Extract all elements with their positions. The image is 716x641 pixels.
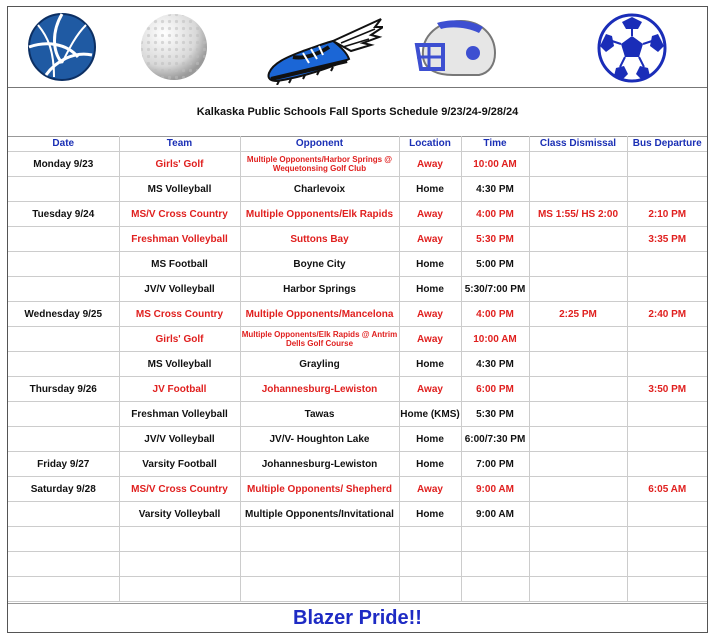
cell-team — [119, 552, 240, 577]
cell-location: Away — [399, 377, 461, 402]
cell-opponent: JV/V- Houghton Lake — [240, 427, 399, 452]
table-row — [8, 352, 707, 377]
schedule-table — [8, 136, 707, 602]
cell-team: MS Football — [119, 252, 240, 277]
cell-bus — [627, 152, 707, 177]
cell-team: Girls' Golf — [119, 327, 240, 352]
cell-time — [461, 552, 529, 577]
cell-bus: 2:40 PM — [627, 302, 707, 327]
cell-bus: 3:50 PM — [627, 377, 707, 402]
column-header-date: Date — [8, 136, 119, 152]
cell-location: Home — [399, 452, 461, 477]
cell-team: MS/V Cross Country — [119, 202, 240, 227]
cell-dismissal: 2:25 PM — [529, 302, 627, 327]
table-row — [8, 577, 707, 602]
cell-team: MS Volleyball — [119, 177, 240, 202]
cell-team: JV/V Volleyball — [119, 427, 240, 452]
cell-date — [8, 252, 119, 277]
cell-bus: 6:05 AM — [627, 477, 707, 502]
cell-bus — [627, 252, 707, 277]
cell-time: 7:00 PM — [461, 452, 529, 477]
cell-location — [399, 577, 461, 602]
table-row — [8, 552, 707, 577]
cell-opponent: Suttons Bay — [240, 227, 399, 252]
cell-dismissal — [529, 452, 627, 477]
cell-opponent: Charlevoix — [240, 177, 399, 202]
cell-location: Away — [399, 327, 461, 352]
column-header-class-dismissal: Class Dismissal — [529, 136, 627, 152]
cell-opponent: Johannesburg-Lewiston — [240, 377, 399, 402]
volleyball-icon — [26, 11, 98, 83]
cell-team: MS Volleyball — [119, 352, 240, 377]
cell-location: Home — [399, 177, 461, 202]
cell-bus — [627, 352, 707, 377]
cell-opponent: Boyne City — [240, 252, 399, 277]
column-header-opponent: Opponent — [240, 136, 399, 152]
cell-dismissal — [529, 377, 627, 402]
cell-dismissal — [529, 252, 627, 277]
cell-location — [399, 527, 461, 552]
cell-bus: 3:35 PM — [627, 227, 707, 252]
schedule-frame — [7, 6, 708, 633]
cell-opponent: Multiple Opponents/Elk Rapids @ Antrim Dells Golf Course — [240, 327, 399, 352]
cell-opponent: Johannesburg-Lewiston — [240, 452, 399, 477]
cell-team: JV/V Volleyball — [119, 277, 240, 302]
cell-location: Home — [399, 427, 461, 452]
cell-location: Home — [399, 502, 461, 527]
cell-team: Girls' Golf — [119, 152, 240, 177]
cell-dismissal — [529, 227, 627, 252]
header-row — [8, 136, 707, 152]
cell-dismissal — [529, 527, 627, 552]
table-row — [8, 327, 707, 352]
cell-time: 10:00 AM — [461, 152, 529, 177]
cell-date: Monday 9/23 — [8, 152, 119, 177]
cell-time: 6:00 PM — [461, 377, 529, 402]
cell-bus: 2:10 PM — [627, 202, 707, 227]
cell-team: Freshman Volleyball — [119, 402, 240, 427]
cell-dismissal — [529, 352, 627, 377]
cell-time: 9:00 AM — [461, 477, 529, 502]
cell-bus — [627, 452, 707, 477]
cell-bus — [627, 402, 707, 427]
cell-time: 5:30/7:00 PM — [461, 277, 529, 302]
schedule-title: Kalkaska Public Schools Fall Sports Schedule 9/23/24-9/28/24 — [196, 106, 519, 118]
cell-team — [119, 527, 240, 552]
soccer-ball-icon — [596, 12, 668, 84]
cell-dismissal — [529, 402, 627, 427]
cell-date — [8, 502, 119, 527]
cell-time: 4:30 PM — [461, 177, 529, 202]
cell-team: Varsity Football — [119, 452, 240, 477]
cell-time: 9:00 AM — [461, 502, 529, 527]
column-header-time: Time — [461, 136, 529, 152]
cell-dismissal — [529, 277, 627, 302]
cell-dismissal — [529, 177, 627, 202]
cell-date — [8, 352, 119, 377]
table-row — [8, 252, 707, 277]
cell-opponent: Multiple Opponents/ Shepherd — [240, 477, 399, 502]
cell-bus — [627, 502, 707, 527]
cell-date: Saturday 9/28 — [8, 477, 119, 502]
winged-shoe-icon — [263, 13, 383, 85]
cell-location: Away — [399, 477, 461, 502]
cell-opponent — [240, 527, 399, 552]
cell-time — [461, 527, 529, 552]
cell-opponent: Multiple Opponents/Harbor Springs @ Wequetonsing Golf Club — [240, 152, 399, 177]
cell-date: Friday 9/27 — [8, 452, 119, 477]
table-row — [8, 302, 707, 327]
cell-date — [8, 427, 119, 452]
table-row — [8, 427, 707, 452]
cell-dismissal — [529, 477, 627, 502]
table-row — [8, 277, 707, 302]
cell-opponent: Grayling — [240, 352, 399, 377]
cell-team: Freshman Volleyball — [119, 227, 240, 252]
cell-location: Away — [399, 202, 461, 227]
cell-team — [119, 577, 240, 602]
column-header-team: Team — [119, 136, 240, 152]
cell-dismissal — [529, 327, 627, 352]
title-row — [8, 87, 707, 137]
golf-ball-icon — [138, 11, 210, 83]
cell-opponent: Multiple Opponents/Mancelona — [240, 302, 399, 327]
cell-dismissal: MS 1:55/ HS 2:00 — [529, 202, 627, 227]
table-row — [8, 377, 707, 402]
cell-bus — [627, 277, 707, 302]
cell-opponent: Multiple Opponents/Elk Rapids — [240, 202, 399, 227]
cell-bus — [627, 427, 707, 452]
cell-date — [8, 402, 119, 427]
cell-time: 4:00 PM — [461, 202, 529, 227]
cell-location: Away — [399, 302, 461, 327]
cell-dismissal — [529, 577, 627, 602]
cell-bus — [627, 577, 707, 602]
cell-date: Tuesday 9/24 — [8, 202, 119, 227]
cell-team: JV Football — [119, 377, 240, 402]
cell-location: Away — [399, 227, 461, 252]
cell-bus — [627, 552, 707, 577]
cell-date: Wednesday 9/25 — [8, 302, 119, 327]
cell-opponent: Harbor Springs — [240, 277, 399, 302]
cell-bus — [627, 527, 707, 552]
cell-time: 5:00 PM — [461, 252, 529, 277]
cell-team: MS Cross Country — [119, 302, 240, 327]
cell-location: Away — [399, 152, 461, 177]
table-row — [8, 527, 707, 552]
cell-time: 10:00 AM — [461, 327, 529, 352]
cell-dismissal — [529, 427, 627, 452]
cell-dismissal — [529, 152, 627, 177]
cell-team: Varsity Volleyball — [119, 502, 240, 527]
schedule-rows — [8, 152, 707, 602]
cell-opponent: Multiple Opponents/Invitational — [240, 502, 399, 527]
cell-time — [461, 577, 529, 602]
cell-opponent — [240, 552, 399, 577]
cell-opponent: Tawas — [240, 402, 399, 427]
table-row — [8, 502, 707, 527]
cell-date — [8, 277, 119, 302]
cell-bus — [627, 177, 707, 202]
cell-date — [8, 227, 119, 252]
cell-time: 4:00 PM — [461, 302, 529, 327]
cell-dismissal — [529, 502, 627, 527]
cell-time: 5:30 PM — [461, 227, 529, 252]
column-header-location: Location — [399, 136, 461, 152]
table-row — [8, 152, 707, 177]
cell-date — [8, 177, 119, 202]
cell-date: Thursday 9/26 — [8, 377, 119, 402]
football-helmet-icon — [413, 17, 498, 81]
cell-bus — [627, 327, 707, 352]
blazer-pride-slogan: Blazer Pride!! — [293, 607, 422, 629]
table-row — [8, 227, 707, 252]
cell-location: Home — [399, 252, 461, 277]
cell-date — [8, 327, 119, 352]
cell-team: MS/V Cross Country — [119, 477, 240, 502]
cell-location: Home — [399, 352, 461, 377]
cell-location: Home — [399, 277, 461, 302]
cell-location — [399, 552, 461, 577]
cell-opponent — [240, 577, 399, 602]
table-row — [8, 402, 707, 427]
footer — [8, 603, 707, 633]
cell-time: 5:30 PM — [461, 402, 529, 427]
cell-time: 4:30 PM — [461, 352, 529, 377]
cell-date — [8, 577, 119, 602]
column-header-bus-departure: Bus Departure — [627, 136, 707, 152]
cell-date — [8, 552, 119, 577]
cell-location: Home (KMS) — [399, 402, 461, 427]
cell-time: 6:00/7:30 PM — [461, 427, 529, 452]
cell-date — [8, 527, 119, 552]
table-row — [8, 477, 707, 502]
sports-icons-banner — [8, 7, 707, 88]
table-row — [8, 202, 707, 227]
table-row — [8, 452, 707, 477]
cell-dismissal — [529, 552, 627, 577]
table-row — [8, 177, 707, 202]
